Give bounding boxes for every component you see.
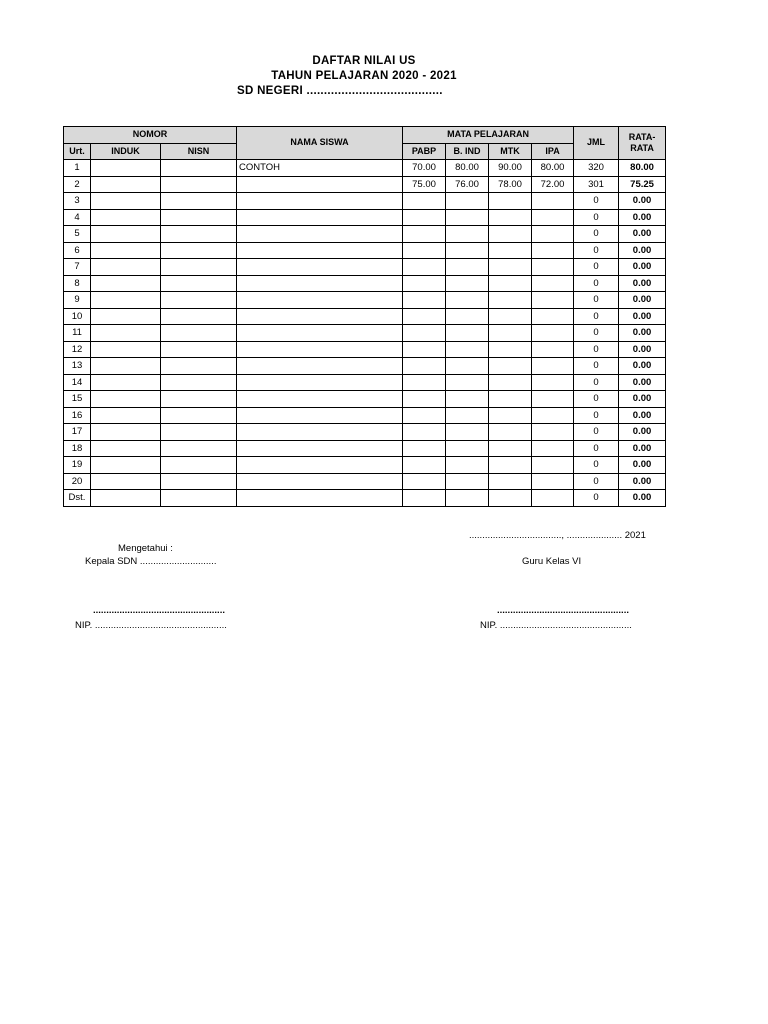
cell-urt: Dst. <box>64 490 91 507</box>
cell-induk <box>91 160 161 177</box>
cell-jml: 0 <box>574 325 619 342</box>
cell-rata-rata: 0.00 <box>619 341 666 358</box>
table-row <box>64 242 666 259</box>
cell-jml: 320 <box>574 160 619 177</box>
cell-nama <box>237 457 403 474</box>
cell-b-ind <box>446 374 489 391</box>
cell-urt: 18 <box>64 440 91 457</box>
cell-nama <box>237 275 403 292</box>
cell-mtk: 78.00 <box>489 176 532 193</box>
cell-induk <box>91 424 161 441</box>
cell-pabp: 70.00 <box>403 160 446 177</box>
cell-jml: 0 <box>574 407 619 424</box>
cell-pabp <box>403 490 446 507</box>
cell-b-ind <box>446 325 489 342</box>
table-row <box>64 292 666 309</box>
cell-mtk <box>489 407 532 424</box>
cell-ipa: 80.00 <box>532 160 574 177</box>
cell-rata-rata: 0.00 <box>619 325 666 342</box>
cell-pabp <box>403 292 446 309</box>
document-title <box>0 54 728 99</box>
cell-mtk: 90.00 <box>489 160 532 177</box>
cell-nama <box>237 490 403 507</box>
cell-ipa <box>532 391 574 408</box>
cell-mtk <box>489 209 532 226</box>
cell-nisn <box>161 275 237 292</box>
cell-nisn <box>161 391 237 408</box>
cell-pabp: 75.00 <box>403 176 446 193</box>
cell-rata-rata: 0.00 <box>619 242 666 259</box>
cell-pabp <box>403 325 446 342</box>
cell-b-ind <box>446 209 489 226</box>
table-row <box>64 275 666 292</box>
cell-nisn <box>161 490 237 507</box>
cell-mtk <box>489 325 532 342</box>
cell-induk <box>91 374 161 391</box>
table-row <box>64 226 666 243</box>
cell-ipa <box>532 308 574 325</box>
cell-induk <box>91 193 161 210</box>
cell-b-ind <box>446 424 489 441</box>
table-row <box>64 193 666 210</box>
cell-jml: 0 <box>574 226 619 243</box>
cell-nisn <box>161 341 237 358</box>
cell-nama <box>237 308 403 325</box>
cell-nama <box>237 292 403 309</box>
cell-jml: 0 <box>574 424 619 441</box>
cell-mtk <box>489 242 532 259</box>
cell-urt: 19 <box>64 457 91 474</box>
cell-b-ind <box>446 490 489 507</box>
cell-induk <box>91 292 161 309</box>
cell-rata-rata: 0.00 <box>619 292 666 309</box>
cell-jml: 0 <box>574 259 619 276</box>
cell-nama <box>237 407 403 424</box>
cell-ipa <box>532 325 574 342</box>
cell-urt: 20 <box>64 473 91 490</box>
cell-ipa <box>532 209 574 226</box>
cell-pabp <box>403 308 446 325</box>
cell-jml: 0 <box>574 490 619 507</box>
cell-induk <box>91 226 161 243</box>
cell-ipa <box>532 424 574 441</box>
cell-rata-rata: 0.00 <box>619 407 666 424</box>
cell-jml: 0 <box>574 292 619 309</box>
cell-pabp <box>403 473 446 490</box>
table-row <box>64 259 666 276</box>
header-jml: JML <box>574 127 619 160</box>
cell-induk <box>91 242 161 259</box>
cell-urt: 14 <box>64 374 91 391</box>
table-row <box>64 440 666 457</box>
cell-ipa <box>532 193 574 210</box>
cell-jml: 0 <box>574 374 619 391</box>
cell-b-ind: 76.00 <box>446 176 489 193</box>
cell-nisn <box>161 473 237 490</box>
cell-nama <box>237 259 403 276</box>
cell-mtk <box>489 391 532 408</box>
cell-nisn <box>161 440 237 457</box>
table-row <box>64 407 666 424</box>
cell-induk <box>91 275 161 292</box>
cell-induk <box>91 341 161 358</box>
table-row <box>64 358 666 375</box>
cell-urt: 16 <box>64 407 91 424</box>
cell-ipa: 72.00 <box>532 176 574 193</box>
table-row <box>64 308 666 325</box>
cell-urt: 10 <box>64 308 91 325</box>
cell-ipa <box>532 440 574 457</box>
cell-urt: 8 <box>64 275 91 292</box>
signature-date: ..................................., ..................... 2021 <box>469 530 646 541</box>
cell-urt: 11 <box>64 325 91 342</box>
cell-b-ind <box>446 292 489 309</box>
cell-b-ind <box>446 275 489 292</box>
left-name-line: .................................................. <box>93 605 225 616</box>
cell-ipa <box>532 374 574 391</box>
cell-ipa <box>532 242 574 259</box>
cell-rata-rata: 0.00 <box>619 209 666 226</box>
cell-rata-rata: 0.00 <box>619 490 666 507</box>
grades-table <box>63 126 666 507</box>
cell-urt: 9 <box>64 292 91 309</box>
title-line-2: TAHUN PELAJARAN 2020 - 2021 <box>271 70 457 82</box>
cell-pabp <box>403 374 446 391</box>
cell-b-ind <box>446 407 489 424</box>
cell-b-ind <box>446 259 489 276</box>
header-rata-rata: RATA-RATA <box>619 127 666 160</box>
cell-pabp <box>403 457 446 474</box>
table-row <box>64 473 666 490</box>
cell-jml: 0 <box>574 341 619 358</box>
cell-urt: 7 <box>64 259 91 276</box>
cell-b-ind <box>446 341 489 358</box>
cell-rata-rata: 0.00 <box>619 440 666 457</box>
cell-mtk <box>489 473 532 490</box>
cell-pabp <box>403 242 446 259</box>
table-row <box>64 325 666 342</box>
cell-nisn <box>161 209 237 226</box>
cell-b-ind <box>446 242 489 259</box>
cell-ipa <box>532 259 574 276</box>
cell-nama <box>237 374 403 391</box>
cell-jml: 0 <box>574 275 619 292</box>
cell-jml: 301 <box>574 176 619 193</box>
cell-nama <box>237 209 403 226</box>
cell-jml: 0 <box>574 391 619 408</box>
cell-ipa <box>532 275 574 292</box>
left-label-mengetahui: Mengetahui : <box>118 543 173 554</box>
cell-urt: 2 <box>64 176 91 193</box>
cell-urt: 5 <box>64 226 91 243</box>
cell-nisn <box>161 325 237 342</box>
cell-induk <box>91 457 161 474</box>
cell-urt: 4 <box>64 209 91 226</box>
cell-pabp <box>403 407 446 424</box>
header-ipa: IPA <box>532 143 574 160</box>
header-induk: INDUK <box>91 143 161 160</box>
cell-rata-rata: 0.00 <box>619 391 666 408</box>
cell-nisn <box>161 160 237 177</box>
header-b-ind: B. IND <box>446 143 489 160</box>
cell-rata-rata: 0.00 <box>619 473 666 490</box>
cell-nama <box>237 341 403 358</box>
cell-induk <box>91 440 161 457</box>
table-row <box>64 374 666 391</box>
cell-mtk <box>489 490 532 507</box>
table-row <box>64 341 666 358</box>
cell-induk <box>91 358 161 375</box>
cell-nisn <box>161 358 237 375</box>
cell-b-ind <box>446 473 489 490</box>
cell-jml: 0 <box>574 358 619 375</box>
cell-nisn <box>161 374 237 391</box>
cell-pabp <box>403 391 446 408</box>
table-row <box>64 490 666 507</box>
header-mtk: MTK <box>489 143 532 160</box>
cell-urt: 1 <box>64 160 91 177</box>
cell-pabp <box>403 226 446 243</box>
cell-nama <box>237 325 403 342</box>
cell-nama <box>237 193 403 210</box>
cell-b-ind <box>446 358 489 375</box>
cell-pabp <box>403 358 446 375</box>
cell-nama <box>237 226 403 243</box>
cell-mtk <box>489 341 532 358</box>
cell-pabp <box>403 341 446 358</box>
cell-ipa <box>532 473 574 490</box>
table-row <box>64 209 666 226</box>
cell-nama <box>237 358 403 375</box>
cell-induk <box>91 473 161 490</box>
cell-rata-rata: 0.00 <box>619 308 666 325</box>
cell-induk <box>91 407 161 424</box>
cell-b-ind <box>446 440 489 457</box>
cell-induk <box>91 391 161 408</box>
cell-nisn <box>161 242 237 259</box>
cell-mtk <box>489 193 532 210</box>
cell-jml: 0 <box>574 457 619 474</box>
cell-rata-rata: 0.00 <box>619 226 666 243</box>
cell-b-ind <box>446 193 489 210</box>
cell-induk <box>91 259 161 276</box>
left-label-kepala: Kepala SDN ............................. <box>85 556 217 567</box>
cell-mtk <box>489 259 532 276</box>
cell-rata-rata: 0.00 <box>619 358 666 375</box>
cell-b-ind <box>446 226 489 243</box>
table-row <box>64 160 666 177</box>
cell-urt: 13 <box>64 358 91 375</box>
cell-urt: 6 <box>64 242 91 259</box>
cell-induk <box>91 209 161 226</box>
cell-b-ind: 80.00 <box>446 160 489 177</box>
cell-nama <box>237 473 403 490</box>
cell-ipa <box>532 341 574 358</box>
left-nip: NIP. .................................................. <box>75 620 227 631</box>
cell-rata-rata: 0.00 <box>619 193 666 210</box>
table-row <box>64 176 666 193</box>
cell-jml: 0 <box>574 440 619 457</box>
cell-pabp <box>403 440 446 457</box>
cell-mtk <box>489 440 532 457</box>
cell-b-ind <box>446 308 489 325</box>
cell-ipa <box>532 490 574 507</box>
table-row <box>64 391 666 408</box>
table-row <box>64 424 666 441</box>
cell-jml: 0 <box>574 242 619 259</box>
cell-ipa <box>532 407 574 424</box>
cell-mtk <box>489 226 532 243</box>
cell-induk <box>91 176 161 193</box>
title-line-1: DAFTAR NILAI US <box>312 55 416 67</box>
header-urt: Urt. <box>64 143 91 160</box>
cell-mtk <box>489 424 532 441</box>
cell-rata-rata: 0.00 <box>619 259 666 276</box>
cell-nama <box>237 424 403 441</box>
cell-nisn <box>161 407 237 424</box>
grade-rows <box>64 160 666 507</box>
cell-mtk <box>489 374 532 391</box>
cell-nisn <box>161 424 237 441</box>
cell-ipa <box>532 226 574 243</box>
title-line-3: SD NEGERI ....................................... <box>237 85 443 97</box>
cell-urt: 15 <box>64 391 91 408</box>
cell-mtk <box>489 275 532 292</box>
header-nama-siswa: NAMA SISWA <box>237 127 403 160</box>
header-mata-pelajaran: MATA PELAJARAN <box>403 127 574 144</box>
cell-jml: 0 <box>574 473 619 490</box>
right-name-line: .................................................. <box>497 605 629 616</box>
cell-ipa <box>532 358 574 375</box>
cell-b-ind <box>446 457 489 474</box>
cell-nama <box>237 440 403 457</box>
cell-urt: 12 <box>64 341 91 358</box>
cell-ipa <box>532 292 574 309</box>
header-nisn: NISN <box>161 143 237 160</box>
cell-b-ind <box>446 391 489 408</box>
cell-rata-rata: 75.25 <box>619 176 666 193</box>
cell-jml: 0 <box>574 308 619 325</box>
cell-induk <box>91 490 161 507</box>
right-nip: NIP. .................................................. <box>480 620 632 631</box>
cell-nisn <box>161 176 237 193</box>
cell-ipa <box>532 457 574 474</box>
cell-rata-rata: 80.00 <box>619 160 666 177</box>
cell-jml: 0 <box>574 193 619 210</box>
cell-rata-rata: 0.00 <box>619 374 666 391</box>
cell-nisn <box>161 292 237 309</box>
cell-pabp <box>403 193 446 210</box>
table-row <box>64 457 666 474</box>
cell-mtk <box>489 308 532 325</box>
cell-urt: 17 <box>64 424 91 441</box>
cell-nisn <box>161 259 237 276</box>
header-nomor: NOMOR <box>64 127 237 144</box>
cell-rata-rata: 0.00 <box>619 275 666 292</box>
cell-pabp <box>403 259 446 276</box>
cell-pabp <box>403 275 446 292</box>
cell-nama: CONTOH <box>237 160 403 177</box>
cell-mtk <box>489 358 532 375</box>
cell-mtk <box>489 292 532 309</box>
cell-nisn <box>161 193 237 210</box>
cell-rata-rata: 0.00 <box>619 424 666 441</box>
cell-pabp <box>403 424 446 441</box>
cell-mtk <box>489 457 532 474</box>
cell-rata-rata: 0.00 <box>619 457 666 474</box>
cell-nama <box>237 242 403 259</box>
cell-nama <box>237 391 403 408</box>
cell-jml: 0 <box>574 209 619 226</box>
cell-induk <box>91 325 161 342</box>
cell-nama <box>237 176 403 193</box>
cell-induk <box>91 308 161 325</box>
right-label-guru: Guru Kelas VI <box>522 556 582 567</box>
cell-nisn <box>161 308 237 325</box>
cell-nisn <box>161 226 237 243</box>
header-pabp: PABP <box>403 143 446 160</box>
cell-pabp <box>403 209 446 226</box>
cell-urt: 3 <box>64 193 91 210</box>
cell-nisn <box>161 457 237 474</box>
